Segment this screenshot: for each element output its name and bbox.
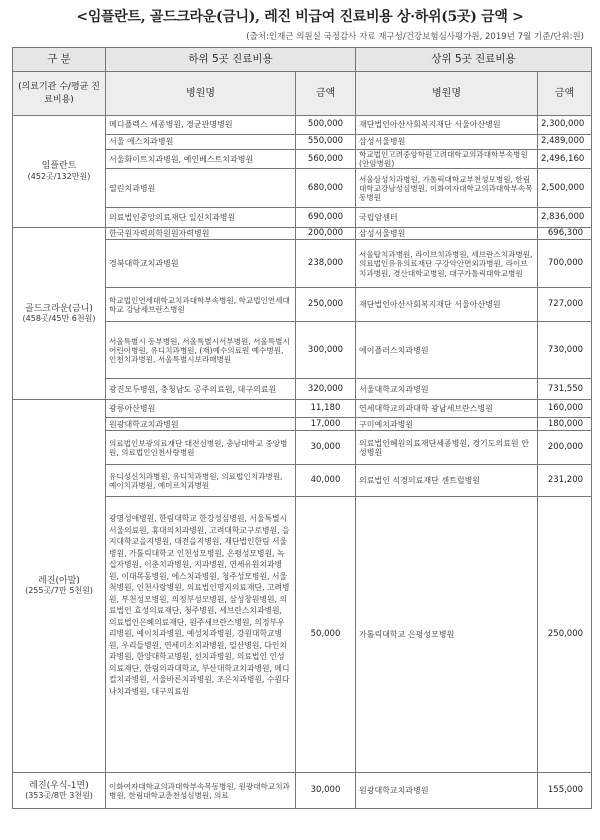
low-amount: 30,000 <box>296 773 356 809</box>
high-amount: 727,000 <box>538 288 592 322</box>
low-amount: 320,000 <box>296 379 356 400</box>
high-hospital: 에이플러스치과병원 <box>356 322 538 379</box>
high-hospital: 국립암센터 <box>356 208 538 228</box>
group-stats: (255곳/7만 5천원) <box>25 586 93 596</box>
low-amount: 40,000 <box>296 465 356 497</box>
upper-amount-header: 금액 <box>538 72 592 116</box>
low-amount: 30,000 <box>296 431 356 465</box>
low-amount: 680,000 <box>296 169 356 208</box>
group-name: 임플란트 <box>41 161 77 172</box>
high-hospital: 삼성서울병원 <box>356 135 538 150</box>
high-amount: 700,000 <box>538 240 592 288</box>
low-amount: 300,000 <box>296 322 356 379</box>
high-hospital: 가톨릭대학교 은평성모병원 <box>356 497 538 773</box>
low-hospital: 한국원자력의학원원자력병원 <box>106 228 296 240</box>
high-hospital: 연세대학교의과대학 광남세브란스병원 <box>356 400 538 418</box>
low-amount: 500,000 <box>296 116 356 135</box>
group-label <box>13 116 106 228</box>
high-amount: 231,200 <box>538 465 592 497</box>
low-hospital: 열린치과병원 <box>106 169 296 208</box>
high-amount: 696,300 <box>538 228 592 240</box>
high-amount: 200,000 <box>538 431 592 465</box>
group-stats: (452곳/132만원) <box>27 171 91 181</box>
category-subheader: (의료기관 수/평균 진료비용) <box>13 72 106 116</box>
lower-amount-header: 금액 <box>296 72 356 116</box>
low-amount: 560,000 <box>296 150 356 169</box>
high-amount: 2,496,160 <box>538 150 592 169</box>
low-amount: 550,000 <box>296 135 356 150</box>
low-hospital: 유디성신치과병원, 유디치과병원, 의료법인치과병원, 예이치과병원, 예미르치과병원 <box>106 465 296 497</box>
low-amount: 17,000 <box>296 418 356 431</box>
cost-table <box>12 47 592 809</box>
high-amount: 250,000 <box>538 497 592 773</box>
low-amount: 238,000 <box>296 240 356 288</box>
low-hospital: 서울특별시 동부병원, 서울특별시서부병원, 서울특별시 어린이병원, 유디치과병원, (재)예수의료원 예수병원, 인천치과병원, 서울특별시보라매병원 <box>106 322 296 379</box>
table-row <box>13 116 592 135</box>
lower-hospital-header: 병원명 <box>106 72 296 116</box>
high-amount: 160,000 <box>538 400 592 418</box>
group-label <box>13 773 106 809</box>
document-title: <임플란트, 골드크라운(금니), 레진 비급여 진료비용 상·하위(5곳) 금액 > <box>76 9 524 25</box>
group-label <box>13 400 106 773</box>
low-amount: 50,000 <box>296 497 356 773</box>
high-amount: 2,489,000 <box>538 135 592 150</box>
source-note: (출처:인재근 의원실 국정감사 자료 재구성/건강보험심사평가원, 2019년 7월 기준/단위:원) <box>246 32 584 42</box>
high-amount: 730,000 <box>538 322 592 379</box>
high-hospital: 서울대학교치과병원 <box>356 379 538 400</box>
high-amount: 2,500,000 <box>538 169 592 208</box>
high-hospital: 서울삼성치과병원, 가톨릭대학교부천성모병원, 한림대학교강남성심병원, 이화여자대학교의과대학부속목동병원 <box>356 169 538 208</box>
low-amount: 11,180 <box>296 400 356 418</box>
low-hospital: 광릉아산병원 <box>106 400 296 418</box>
high-hospital: 의료법인 석경의료재단 센트럴병원 <box>356 465 538 497</box>
high-hospital: 서울탑치과병원, 라이브치과병원, 세브란스치과병원, 의료법인유유의료재단 구강악안면외과병원, 라이브치과병원, 경산대학교병원, 대구가톨릭대학교병원 <box>356 240 538 288</box>
group-label <box>13 228 106 400</box>
high-hospital: 원광대학교치과병원 <box>356 773 538 809</box>
low-hospital: 경북대학교치과병원 <box>106 240 296 288</box>
high-hospital: 재단법인아산사회복지재단 서울아산병원 <box>356 288 538 322</box>
table-row <box>13 228 592 240</box>
low-hospital: 메디플렉스 세종병원, 경균관명병원 <box>106 116 296 135</box>
low-hospital: 학교법인연세대학교치과대학부속병원, 학교법인연세대학교 강남세브란스병원 <box>106 288 296 322</box>
low-amount: 200,000 <box>296 228 356 240</box>
table-row <box>13 400 592 418</box>
upper-hospital-header: 병원명 <box>356 72 538 116</box>
high-amount: 2,300,000 <box>538 116 592 135</box>
upper-header: 상위 5곳 진료비용 <box>356 48 592 72</box>
category-header: 구 분 <box>13 48 106 72</box>
group-name: 골드크라운(금니) <box>25 303 93 314</box>
low-amount: 690,000 <box>296 208 356 228</box>
lower-header: 하위 5곳 진료비용 <box>106 48 356 72</box>
group-stats: (353곳/8만 3천원) <box>25 790 93 800</box>
high-hospital: 삼성서울병원 <box>356 228 538 240</box>
high-amount: 2,836,000 <box>538 208 592 228</box>
low-hospital: 광진모두병원, 충청남도 공주의료원, 대구의료원 <box>106 379 296 400</box>
low-hospital: 의료법인보광의료재단 대전선병원, 충남대학교 중앙병원, 의료법인인천사랑병원 <box>106 431 296 465</box>
low-hospital: 서울화이트치과병원, 예인베스트치과병원 <box>106 150 296 169</box>
low-hospital: 원광대학교치과병원 <box>106 418 296 431</box>
group-name: 레진(우식-1면) <box>29 780 89 791</box>
high-hospital: 의료법인혜원의료재단세종병원, 경기도의료원 안성병원 <box>356 431 538 465</box>
high-amount: 731,550 <box>538 379 592 400</box>
low-hospital: 이화여자대학교의과대학부속목동병원, 원광대학교치과병원, 한림대학교춘천성심병원, 의료 <box>106 773 296 809</box>
high-amount: 180,000 <box>538 418 592 431</box>
table-row <box>13 773 592 809</box>
low-amount: 250,000 <box>296 288 356 322</box>
high-amount: 155,000 <box>538 773 592 809</box>
group-name: 레진(아말) <box>38 576 80 586</box>
low-hospital: 서울 에스치과병원 <box>106 135 296 150</box>
high-hospital: 구미예치과병원 <box>356 418 538 431</box>
low-hospital: 광명성애병원, 한림대학교 한강성심병원, 서울특별시서울의료원, 휴대의치과병원, 고려대학교구로병원, 을지대학교을지병원, 대전을지병원, 재단법인한림 서울병원, 가톨릭대학교 인천성모병원, 은평성모병원, 녹십자병원, 이춘치과병원, 지과병원, 연세유원치과병원, 이대목동병원, 에스치과병원, 청주성모병원, 서울척병원, 인천사랑병원, 의료법인명지의료재단, 고려병원, 부천성모병원, 의정부성모병원, 삼성창원병원, 의료법인 효성의료재단, 청주병원, 세브란스치과병원, 의료법인은혜의료재단, 원주세브란스병원, 의정부우리병원, 예이치과병원, 예성치과병원, 강원대학교병원, 우리들병원, 연세미소치과병원, 일산병원, 다인치과병원, 한양대학교병원, 선치과병원, 의료법인 인성의료재단, 한림의과대학교, 부산대학교치과병원, 메디컬치과병원, 서울바른치과병원, 조은치과병원, 수원다나치과병원, 대구의료원 <box>106 497 296 773</box>
group-stats: (458곳/45만 6천원) <box>22 313 96 323</box>
high-hospital: 학교법인고려중앙학원고려대학교의과대학부속병원(안암병원) <box>356 150 538 169</box>
low-hospital: 의료법인중앙의료재단 일신치과병원 <box>106 208 296 228</box>
high-hospital: 재단법인아산사회복지재단 서울아산병원 <box>356 116 538 135</box>
